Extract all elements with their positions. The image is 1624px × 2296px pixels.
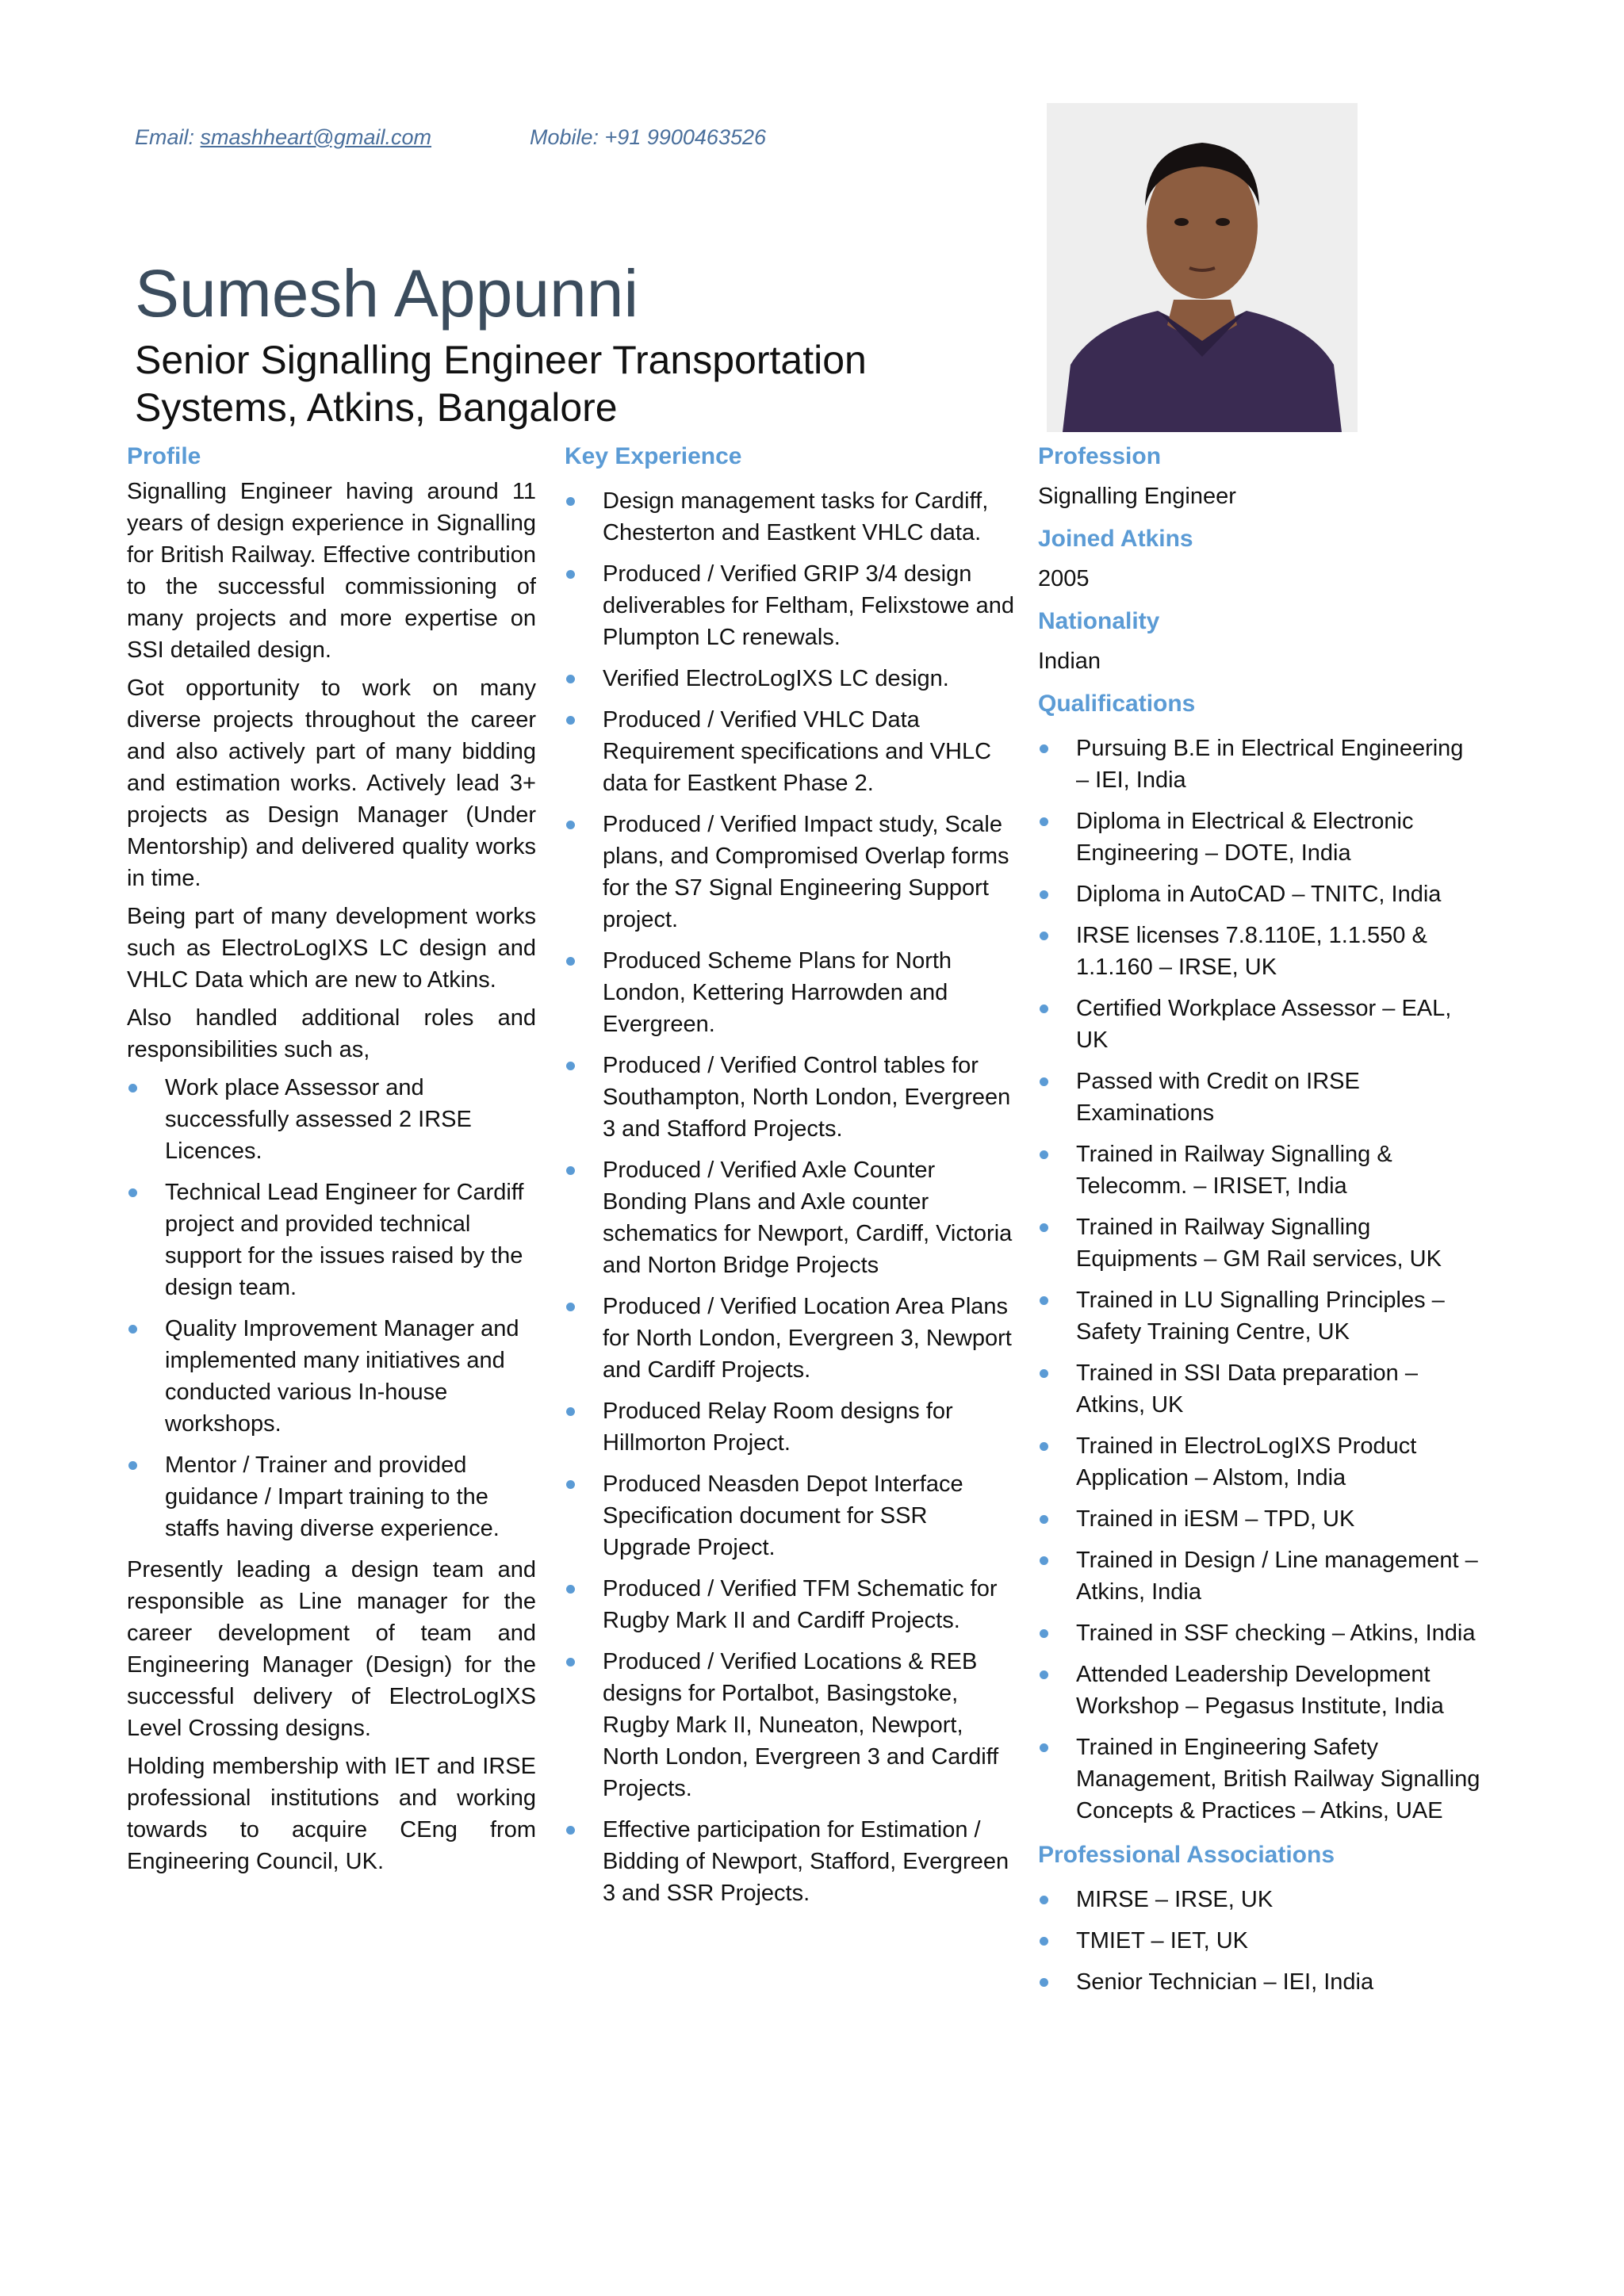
qualification-item <box>1038 806 1482 869</box>
associations-list <box>1038 1884 1482 1998</box>
bullet-icon <box>1040 932 1048 940</box>
qualification-item <box>1038 1544 1482 1608</box>
role-text: Work place Assessor and successfully assessed 2 IRSE Licences. <box>165 1075 472 1164</box>
association-text: Senior Technician – IEI, India <box>1076 1969 1374 1995</box>
bullet-icon <box>128 1461 137 1470</box>
qualification-text: Passed with Credit on IRSE Examinations <box>1076 1069 1360 1126</box>
experience-text: Produced / Verified Control tables for Southampton, North London, Evergreen 3 and Stafford Projects. <box>603 1053 1011 1142</box>
bullet-icon <box>566 1407 575 1416</box>
experience-text: Produced Relay Room designs for Hillmorton Project. <box>603 1399 953 1456</box>
experience-item <box>565 1050 1021 1145</box>
person-name: Sumesh Appunni <box>135 256 639 331</box>
qualification-item <box>1038 1430 1482 1494</box>
bullet-icon <box>1040 1896 1048 1904</box>
experience-item <box>565 485 1021 549</box>
bullet-icon <box>566 1585 575 1594</box>
email-line <box>135 125 431 149</box>
bullet-icon <box>566 957 575 966</box>
bullet-icon <box>566 821 575 829</box>
profile-paragraph: Signalling Engineer having around 11 years of design experience in Signalling for British Railway. Effective contribution to the successful commissioning of many projects and more expertise on SSI detailed design. <box>127 479 536 663</box>
role-item <box>127 1313 536 1440</box>
profile-paragraph: Got opportunity to work on many diverse projects throughout the career and also actively part of many bidding and estimation works. Actively lead 3+ projects as Design Manager (Under Mentorship) and delivered quality works in time. <box>127 675 536 891</box>
experience-text: Effective participation for Estimation / Bidding of Newport, Stafford, Evergreen 3 and SSR Projects. <box>603 1817 1009 1906</box>
profession-heading: Profession <box>1038 443 1162 469</box>
bullet-icon <box>1040 1150 1048 1159</box>
experience-item <box>565 1154 1021 1281</box>
profile-paragraph: Holding membership with IET and IRSE professional institutions and working towards to acquire CEng from Engineering Council, UK. <box>127 1754 536 1874</box>
experience-item <box>565 1573 1021 1636</box>
nationality-value: Indian <box>1038 649 1101 674</box>
joined-value: 2005 <box>1038 566 1090 591</box>
experience-text: Produced / Verified Axle Counter Bonding Plans and Axle counter schematics for Newport, Cardiff, Victoria and Norton Bridge Projects <box>603 1158 1013 1278</box>
experience-list <box>565 485 1021 1909</box>
qualification-text: Trained in SSI Data preparation – Atkins, UK <box>1076 1360 1418 1418</box>
experience-text: Produced / Verified GRIP 3/4 design deliverables for Feltham, Felixstowe and Plumpton LC renewals. <box>603 561 1015 650</box>
qualification-item <box>1038 1503 1482 1535</box>
experience-text: Verified ElectroLogIXS LC design. <box>603 666 949 691</box>
qualification-text: Attended Leadership Development Workshop – Pegasus Institute, India <box>1076 1662 1444 1719</box>
qualification-item <box>1038 878 1482 910</box>
profile-heading: Profile <box>127 443 201 469</box>
experience-item <box>565 1468 1021 1563</box>
bullet-icon <box>1040 1556 1048 1565</box>
experience-text: Design management tasks for Cardiff, Chesterton and Eastkent VHLC data. <box>603 488 989 545</box>
association-text: MIRSE – IRSE, UK <box>1076 1887 1274 1912</box>
email-label: Email: <box>135 125 201 149</box>
bullet-icon <box>1040 1629 1048 1638</box>
role-text: Quality Improvement Manager and implemented many initiatives and conducted various In-house workshops. <box>165 1316 519 1437</box>
qualification-item <box>1038 1211 1482 1275</box>
profile-paragraph: Being part of many development works such as ElectroLogIXS LC design and VHLC Data which are new to Atkins. <box>127 904 536 993</box>
experience-text: Produced Neasden Depot Interface Specification document for SSR Upgrade Project. <box>603 1471 963 1560</box>
profile-paragraph: Presently leading a design team and responsible as Line manager for the career development of team and Engineering Manager (Design) for the successful delivery of ElectroLogIXS Level Crossing designs. <box>127 1557 536 1741</box>
association-item <box>1038 1966 1482 1998</box>
mobile-number: Mobile: +91 9900463526 <box>530 125 767 149</box>
qualification-text: Trained in SSF checking – Atkins, India <box>1076 1621 1476 1646</box>
qualification-item <box>1038 733 1482 796</box>
bullet-icon <box>566 570 575 579</box>
experience-item <box>565 809 1021 936</box>
role-item <box>127 1177 536 1303</box>
role-text: Mentor / Trainer and provided guidance / Impart training to the staffs having diverse experience. <box>165 1452 500 1541</box>
bullet-icon <box>1040 890 1048 899</box>
qualification-text: Trained in ElectroLogIXS Product Application – Alstom, India <box>1076 1433 1417 1490</box>
qualification-item <box>1038 1617 1482 1649</box>
experience-text: Produced / Verified Location Area Plans for North London, Evergreen 3, Newport and Cardiff Projects. <box>603 1294 1012 1383</box>
nationality-heading: Nationality <box>1038 608 1160 634</box>
bullet-icon <box>1040 1004 1048 1013</box>
experience-item <box>565 1395 1021 1459</box>
bullet-icon <box>1040 1442 1048 1451</box>
experience-item <box>565 945 1021 1040</box>
bullet-icon <box>566 675 575 683</box>
experience-item <box>565 1291 1021 1386</box>
qualification-item <box>1038 1284 1482 1348</box>
experience-item <box>565 663 1021 695</box>
association-item <box>1038 1925 1482 1957</box>
role-item <box>127 1449 536 1544</box>
role-text: Technical Lead Engineer for Cardiff project and provided technical support for the issues raised by the design team. <box>165 1180 524 1300</box>
experience-text: Produced / Verified TFM Schematic for Rugby Mark II and Cardiff Projects. <box>603 1576 998 1633</box>
bullet-icon <box>1040 1369 1048 1378</box>
experience-heading: Key Experience <box>565 443 742 469</box>
profile-column <box>127 438 536 1884</box>
bullet-icon <box>1040 1515 1048 1524</box>
bullet-icon <box>566 1303 575 1311</box>
qualification-text: Trained in LU Signalling Principles – Safety Training Centre, UK <box>1076 1288 1445 1345</box>
bullet-icon <box>128 1325 137 1334</box>
bullet-icon <box>1040 1223 1048 1232</box>
sidebar-column <box>1038 438 1482 2007</box>
qualification-item <box>1038 1357 1482 1421</box>
bullet-icon <box>566 497 575 506</box>
profile-photo <box>1047 103 1358 432</box>
bullet-icon <box>566 1480 575 1489</box>
bullet-icon <box>566 716 575 725</box>
bullet-icon <box>1040 1978 1048 1987</box>
contact-bar <box>135 125 767 150</box>
roles-list <box>127 1072 536 1544</box>
associations-heading: Professional Associations <box>1038 1842 1335 1868</box>
bullet-icon <box>566 1062 575 1070</box>
qualification-text: Trained in iESM – TPD, UK <box>1076 1506 1355 1532</box>
experience-text: Produced / Verified Locations & REB designs for Portalbot, Basingstoke, Rugby Mark II, Nuneaton, Newport, North London, Evergreen 3 and Cardiff Projects. <box>603 1649 999 1801</box>
qualifications-list <box>1038 733 1482 1827</box>
experience-column <box>565 438 1021 1919</box>
qualification-item <box>1038 1138 1482 1202</box>
bullet-icon <box>566 1826 575 1835</box>
qualification-item <box>1038 920 1482 983</box>
qualification-item <box>1038 1732 1482 1827</box>
experience-item <box>565 704 1021 799</box>
bullet-icon <box>1040 1743 1048 1752</box>
qualifications-heading: Qualifications <box>1038 691 1196 717</box>
bullet-icon <box>1040 1937 1048 1946</box>
experience-text: Produced / Verified Impact study, Scale plans, and Compromised Overlap forms for the S7 Signal Engineering Support project. <box>603 812 1009 932</box>
qualification-text: Certified Workplace Assessor – EAL, UK <box>1076 996 1452 1053</box>
experience-item <box>565 1646 1021 1804</box>
bullet-icon <box>1040 1077 1048 1086</box>
association-text: TMIET – IET, UK <box>1076 1928 1249 1954</box>
qualification-text: Trained in Railway Signalling & Telecomm. – IRISET, India <box>1076 1142 1392 1199</box>
association-item <box>1038 1884 1482 1915</box>
qualification-item <box>1038 1066 1482 1129</box>
job-title: Senior Signalling Engineer Transportation Systems, Atkins, Bangalore <box>135 338 867 430</box>
bullet-icon <box>1040 1670 1048 1679</box>
qualification-item <box>1038 1659 1482 1722</box>
email-link[interactable]: smashheart@gmail.com <box>200 125 432 149</box>
role-item <box>127 1072 536 1167</box>
bullet-icon <box>128 1084 137 1093</box>
profession-value: Signalling Engineer <box>1038 484 1236 509</box>
bullet-icon <box>1040 744 1048 753</box>
profile-paragraph: Also handled additional roles and responsibilities such as, <box>127 1005 536 1062</box>
experience-item <box>565 558 1021 653</box>
qualification-text: Pursuing B.E in Electrical Engineering – IEI, India <box>1076 736 1464 793</box>
bullet-icon <box>1040 1296 1048 1305</box>
experience-item <box>565 1814 1021 1909</box>
bullet-icon <box>566 1658 575 1667</box>
qualification-text: Trained in Railway Signalling Equipments – GM Rail services, UK <box>1076 1215 1442 1272</box>
bullet-icon <box>566 1166 575 1175</box>
qualification-text: IRSE licenses 7.8.110E, 1.1.550 & 1.1.160 – IRSE, UK <box>1076 923 1427 980</box>
bullet-icon <box>128 1188 137 1197</box>
qualification-text: Diploma in AutoCAD – TNITC, India <box>1076 882 1442 907</box>
profile-photo-image <box>1047 103 1358 432</box>
qualification-text: Trained in Engineering Safety Management, British Railway Signalling Concepts & Practices – Atkins, UAE <box>1076 1735 1480 1823</box>
qualification-text: Trained in Design / Line management – Atkins, India <box>1076 1548 1478 1605</box>
bullet-icon <box>1040 817 1048 826</box>
joined-heading: Joined Atkins <box>1038 526 1193 552</box>
experience-text: Produced Scheme Plans for North London, Kettering Harrowden and Evergreen. <box>603 948 952 1037</box>
qualification-item <box>1038 993 1482 1056</box>
experience-text: Produced / Verified VHLC Data Requirement specifications and VHLC data for Eastkent Phase 2. <box>603 707 992 796</box>
qualification-text: Diploma in Electrical & Electronic Engineering – DOTE, India <box>1076 809 1414 866</box>
